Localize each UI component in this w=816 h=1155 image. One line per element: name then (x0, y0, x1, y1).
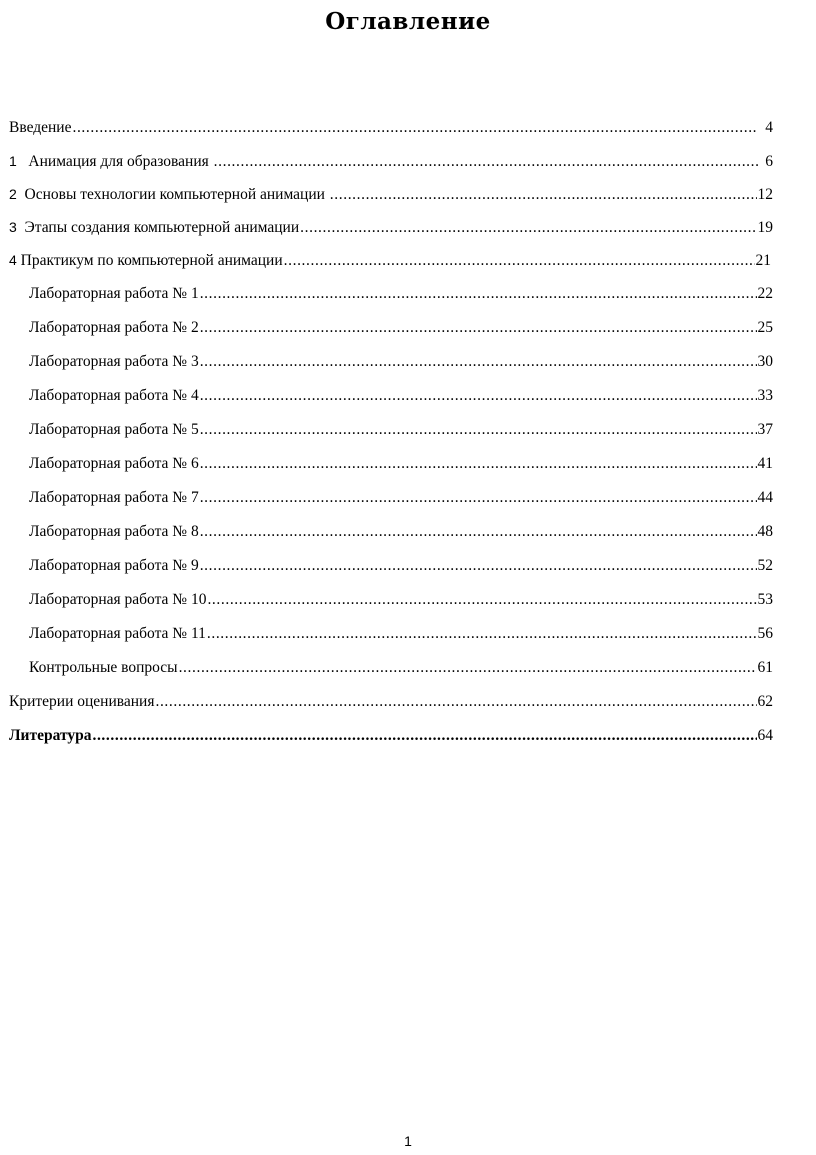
toc-entry-page: 62 (757, 693, 773, 710)
dot-leader (179, 658, 757, 678)
toc-entry-page: 30 (757, 353, 773, 370)
toc-entry-lab-6[interactable] (29, 454, 773, 474)
toc-entry-page: 61 (757, 659, 773, 676)
toc-entry-label: Лабораторная работа № 5 (29, 421, 199, 438)
toc-entry-page: 64 (757, 727, 773, 744)
toc-entry-control-questions[interactable] (29, 658, 773, 678)
dot-leader (92, 726, 756, 746)
toc-entry-label: Лабораторная работа № 1 (29, 285, 199, 302)
toc-entry-page: 22 (757, 285, 773, 302)
toc-entry-page: 6 (765, 153, 773, 170)
dot-leader (300, 218, 756, 238)
toc-entry-page: 25 (757, 319, 773, 336)
toc-entry-chapter-3[interactable] (9, 217, 773, 237)
toc-entry-label: Контрольные вопросы (29, 659, 178, 676)
toc-entry-introduction[interactable] (9, 118, 773, 138)
toc-entry-lab-4[interactable] (29, 386, 773, 406)
toc-entry-page: 53 (757, 591, 773, 608)
toc-entry-lab-8[interactable] (29, 522, 773, 542)
toc-entry-page: 12 (757, 186, 773, 203)
toc-entry-label: Критерии оценивания (9, 693, 155, 710)
toc-entry-lab-10[interactable] (29, 590, 773, 610)
toc-entry-chapter-2[interactable] (9, 184, 773, 204)
toc-entry-label: Лабораторная работа № 10 (29, 591, 207, 608)
toc-entry-page: 41 (757, 455, 773, 472)
dot-leader (200, 488, 757, 508)
dot-leader (200, 352, 757, 372)
toc-entry-lab-11[interactable] (29, 624, 773, 644)
dot-leader (207, 624, 757, 644)
toc-entry-label: Лабораторная работа № 9 (29, 557, 199, 574)
toc-entry-label: Лабораторная работа № 2 (29, 319, 199, 336)
dot-leader (330, 185, 757, 205)
dot-leader (200, 318, 757, 338)
toc-entry-page: 52 (757, 557, 773, 574)
dot-leader (72, 118, 758, 138)
toc-entry-label: Практикум по компьютерной анимации (20, 252, 283, 269)
toc-entry-label: Лабораторная работа № 11 (29, 625, 206, 642)
toc-entry-chapter-4[interactable] (9, 250, 771, 270)
toc-entry-label: Лабораторная работа № 4 (29, 387, 199, 404)
toc-entry-label: Этапы создания компьютерной анимации (24, 219, 300, 236)
dot-leader (200, 386, 757, 406)
dot-leader (214, 152, 758, 172)
toc-entry-label: Введение (9, 119, 72, 136)
toc-entry-number: 1 (9, 153, 17, 169)
toc-entry-label: Анимация для образования (28, 153, 209, 170)
dot-leader (284, 251, 755, 271)
dot-leader (200, 556, 757, 576)
toc-entry-label: Лабораторная работа № 7 (29, 489, 199, 506)
toc-entry-lab-3[interactable] (29, 352, 773, 372)
toc-entry-criteria[interactable] (9, 692, 773, 712)
toc-entry-lab-7[interactable] (29, 488, 773, 508)
dot-leader (155, 692, 756, 712)
toc-entry-page: 33 (757, 387, 773, 404)
dot-leader (200, 420, 757, 440)
toc-entry-number: 3 (9, 219, 17, 235)
toc-entry-page: 37 (757, 421, 773, 438)
toc-entry-label: Лабораторная работа № 8 (29, 523, 199, 540)
toc-entry-label: Лабораторная работа № 3 (29, 353, 199, 370)
dot-leader (200, 284, 757, 304)
toc-entry-label: Литература (9, 727, 92, 744)
page-number: 1 (404, 1133, 412, 1149)
toc-entry-chapter-1[interactable] (9, 151, 773, 171)
toc-entry-page: 44 (757, 489, 773, 506)
toc-entry-number: 2 (9, 186, 17, 202)
toc-entry-number: 4 (9, 252, 17, 268)
toc-entry-page: 56 (757, 625, 773, 642)
page-title: Оглавление (325, 8, 491, 35)
toc-entry-label: Лабораторная работа № 6 (29, 455, 199, 472)
dot-leader (207, 590, 756, 610)
toc-entry-label: Основы технологии компьютерной анимации (24, 186, 325, 203)
toc-entry-page: 48 (757, 523, 773, 540)
toc-entry-lab-9[interactable] (29, 556, 773, 576)
toc-entry-page: 21 (755, 252, 771, 269)
toc-entry-lab-1[interactable] (29, 284, 773, 304)
dot-leader (200, 522, 757, 542)
toc-entry-lab-5[interactable] (29, 420, 773, 440)
dot-leader (200, 454, 757, 474)
toc-entry-lab-2[interactable] (29, 318, 773, 338)
toc-entry-page: 4 (765, 119, 773, 136)
toc-entry-page: 19 (757, 219, 773, 236)
toc-entry-literature[interactable] (9, 726, 773, 746)
